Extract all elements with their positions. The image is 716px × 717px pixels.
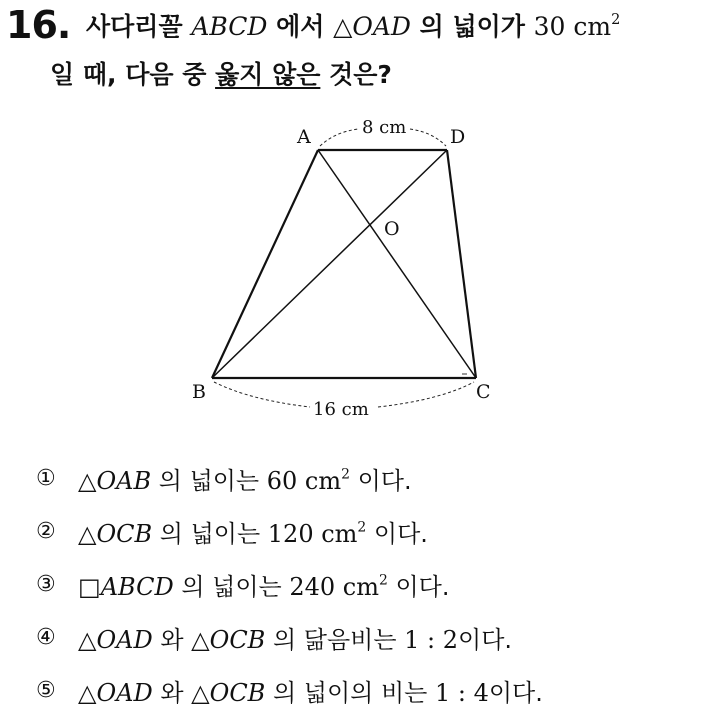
top-measure-arc-left — [320, 129, 358, 146]
choice-text-segment: 이다. — [387, 573, 450, 601]
math-expression: OCB — [209, 626, 266, 654]
math-superscript: 2 — [357, 519, 367, 536]
label-c: C — [476, 381, 491, 403]
choice-number: ④ — [36, 625, 56, 650]
math-expression: OCB — [209, 679, 266, 707]
choice-text-segment: 의 닮음비는 — [265, 626, 405, 654]
choice-text-segment: △ — [78, 679, 97, 707]
math-expression: OAD — [96, 626, 153, 654]
choice-item[interactable] — [36, 664, 543, 717]
choice-text — [78, 461, 412, 496]
math-expression: ABCD — [100, 573, 174, 601]
math-area-value: 30 cm — [533, 12, 612, 41]
choice-text-segment: 이다. — [349, 467, 412, 495]
question-text: 에서 — [267, 12, 334, 41]
diagonal-bd — [212, 150, 447, 378]
math-expression: OAB — [96, 467, 152, 495]
math-superscript: 2 — [341, 466, 350, 483]
label-b: B — [192, 381, 206, 403]
choice-text — [78, 673, 543, 708]
side-dc — [447, 150, 476, 378]
choice-item[interactable] — [36, 452, 543, 505]
choice-text-segment: 와 — [152, 679, 192, 707]
question-number: 16. — [6, 3, 71, 47]
underlined-phrase: 옳지 않은 — [215, 60, 321, 89]
choice-text — [78, 620, 512, 655]
choice-number: ② — [36, 519, 56, 544]
choice-text-segment: △ — [78, 467, 97, 495]
choice-text-segment: △ — [191, 626, 210, 654]
choice-text-segment: △ — [78, 520, 97, 548]
bottom-measure-arc-left — [214, 382, 310, 407]
choice-text-segment: 120 cm — [267, 520, 358, 548]
choice-item[interactable] — [36, 505, 543, 558]
choice-text-segment: 이다. — [488, 679, 543, 707]
math-trapezoid: ABCD — [191, 12, 268, 41]
choice-text-segment: 와 — [152, 626, 192, 654]
choice-text-segment: 의 넓이는 — [151, 467, 267, 495]
choice-text-segment: 의 넓이의 비는 — [265, 679, 435, 707]
choice-text — [78, 514, 428, 549]
label-a: A — [297, 126, 311, 148]
answer-choices — [36, 452, 543, 717]
choice-text-segment: 1 : 4 — [434, 679, 489, 707]
math-expression: OAD — [96, 679, 153, 707]
choice-number: ① — [36, 466, 56, 491]
choice-text-segment: □ — [78, 573, 101, 601]
label-o: O — [384, 218, 400, 240]
label-d: D — [450, 126, 466, 148]
choice-text — [78, 567, 449, 602]
choice-text-segment: 60 cm — [266, 467, 342, 495]
choice-number: ③ — [36, 572, 56, 597]
choice-item[interactable] — [36, 611, 543, 664]
side-ab — [212, 150, 318, 378]
bottom-length-label: 16 cm — [313, 399, 369, 420]
choice-number: ⑤ — [36, 678, 56, 703]
question-text: 사다리꼴 — [86, 12, 192, 41]
choice-text-segment: 240 cm — [289, 573, 379, 601]
math-superscript: 2 — [378, 572, 388, 589]
choice-text-segment: 이다. — [458, 626, 513, 654]
choice-text-segment: △ — [191, 679, 210, 707]
question-text: 일 때, 다음 중 — [50, 60, 216, 89]
math-superscript: 2 — [611, 12, 621, 29]
choice-item[interactable] — [36, 558, 543, 611]
question-text: 것은? — [320, 60, 392, 89]
math-triangle-oad: △OAD — [333, 12, 411, 41]
choice-text-segment: 의 넓이는 — [152, 520, 268, 548]
top-measure-arc-right — [410, 129, 446, 146]
top-length-label: 8 cm — [362, 117, 407, 138]
bottom-measure-arc-right — [378, 382, 474, 407]
choice-text-segment: 의 넓이는 — [173, 573, 290, 601]
choice-text-segment: 1 : 2 — [404, 626, 459, 654]
choice-text-segment: 이다. — [366, 520, 428, 548]
question-text: 의 넓이가 — [410, 12, 534, 41]
choice-text-segment: △ — [78, 626, 97, 654]
math-expression: OCB — [96, 520, 153, 548]
